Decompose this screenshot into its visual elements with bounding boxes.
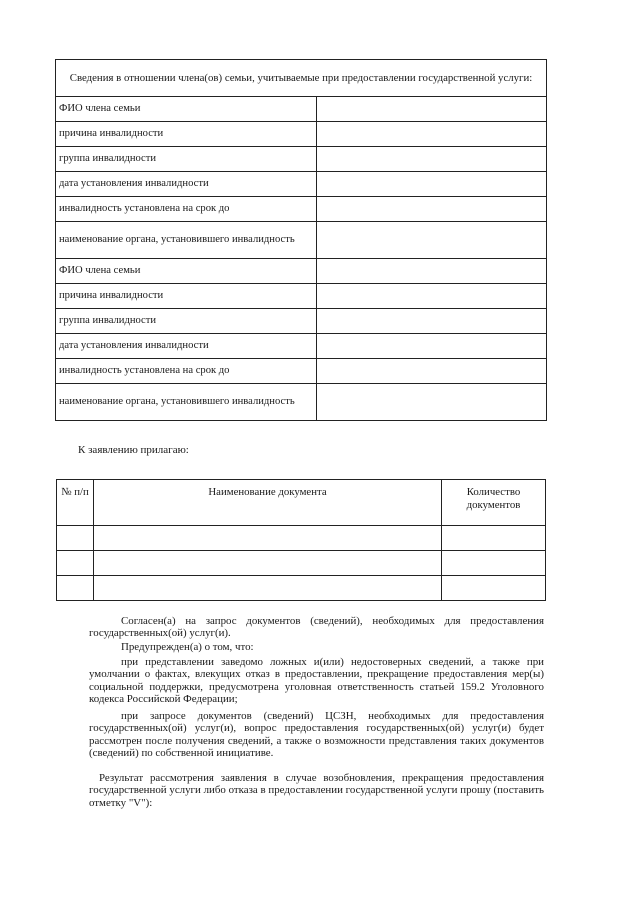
row-value-field[interactable] bbox=[317, 222, 547, 259]
num-cell[interactable] bbox=[57, 526, 94, 551]
table-row bbox=[57, 576, 546, 601]
row-value-field[interactable] bbox=[317, 334, 547, 359]
row-label: дата установления инвалидности bbox=[56, 334, 317, 359]
attachments-label: К заявлению прилагаю: bbox=[78, 444, 189, 456]
row-value-field[interactable] bbox=[317, 284, 547, 309]
attachments-table bbox=[56, 479, 546, 601]
doc-count-cell[interactable] bbox=[442, 551, 546, 576]
row-value-field[interactable] bbox=[317, 147, 547, 172]
row-label: причина инвалидности bbox=[56, 122, 317, 147]
doc-name-cell[interactable] bbox=[94, 576, 442, 601]
family-table-header: Сведения в отношении члена(ов) семьи, учитываемые при предоставлении государственной услуги: bbox=[56, 60, 547, 97]
col-name-header: Наименование документа bbox=[94, 480, 442, 526]
table-row bbox=[57, 526, 546, 551]
row-value-field[interactable] bbox=[317, 359, 547, 384]
family-info-table bbox=[55, 59, 547, 421]
row-label: наименование органа, установившего инвалидность bbox=[56, 222, 317, 259]
num-cell[interactable] bbox=[57, 551, 94, 576]
col-num-header: № п/п bbox=[57, 480, 94, 526]
row-label: дата установления инвалидности bbox=[56, 172, 317, 197]
doc-count-cell[interactable] bbox=[442, 526, 546, 551]
row-label: ФИО члена семьи bbox=[56, 97, 317, 122]
row-label: наименование органа, установившего инвалидность bbox=[56, 384, 317, 421]
row-value-field[interactable] bbox=[317, 384, 547, 421]
doc-name-cell[interactable] bbox=[94, 551, 442, 576]
row-value-field[interactable] bbox=[317, 309, 547, 334]
table-row bbox=[57, 551, 546, 576]
row-value-field[interactable] bbox=[317, 197, 547, 222]
doc-count-cell[interactable] bbox=[442, 576, 546, 601]
result-paragraph: Результат рассмотрения заявления в случае возобновления, прекращения предоставления государственной услуги либо отказа в предоставлении государственной услуги прошу (поставить отметку "V"): bbox=[89, 772, 544, 809]
row-label: причина инвалидности bbox=[56, 284, 317, 309]
num-cell[interactable] bbox=[57, 576, 94, 601]
col-count-header: Количество документов bbox=[442, 480, 546, 526]
row-value-field[interactable] bbox=[317, 122, 547, 147]
row-label: инвалидность установлена на срок до bbox=[56, 359, 317, 384]
warning-paragraph-1: при представлении заведомо ложных и(или) недостоверных сведений, а также при умолчании о фактах, влекущих отказ в предоставлении, прекращение предоставления мер(ы) социальной поддержки, предусмотрена уголовная ответственность статьей 159.2 Уголовного кодекса Российской Федерации; bbox=[89, 656, 544, 706]
row-value-field[interactable] bbox=[317, 172, 547, 197]
row-value-field[interactable] bbox=[317, 97, 547, 122]
consent-paragraph: Согласен(а) на запрос документов (сведений), необходимых для предоставления государственных(ой) услуг(и). bbox=[89, 615, 544, 640]
row-label: группа инвалидности bbox=[56, 147, 317, 172]
row-label: группа инвалидности bbox=[56, 309, 317, 334]
warning-paragraph-2: при запросе документов (сведений) ЦСЗН, необходимых для предоставления государственных(ой) услуг(и), вопрос предоставления государственных(ой) услуг(и) будет рассмотрен после получения сведений, а также о возможности представления таких документов (сведений) по собственной инициативе. bbox=[89, 710, 544, 760]
row-label: инвалидность установлена на срок до bbox=[56, 197, 317, 222]
warned-paragraph: Предупрежден(а) о том, что: bbox=[121, 641, 254, 653]
row-label: ФИО члена семьи bbox=[56, 259, 317, 284]
doc-name-cell[interactable] bbox=[94, 526, 442, 551]
row-value-field[interactable] bbox=[317, 259, 547, 284]
